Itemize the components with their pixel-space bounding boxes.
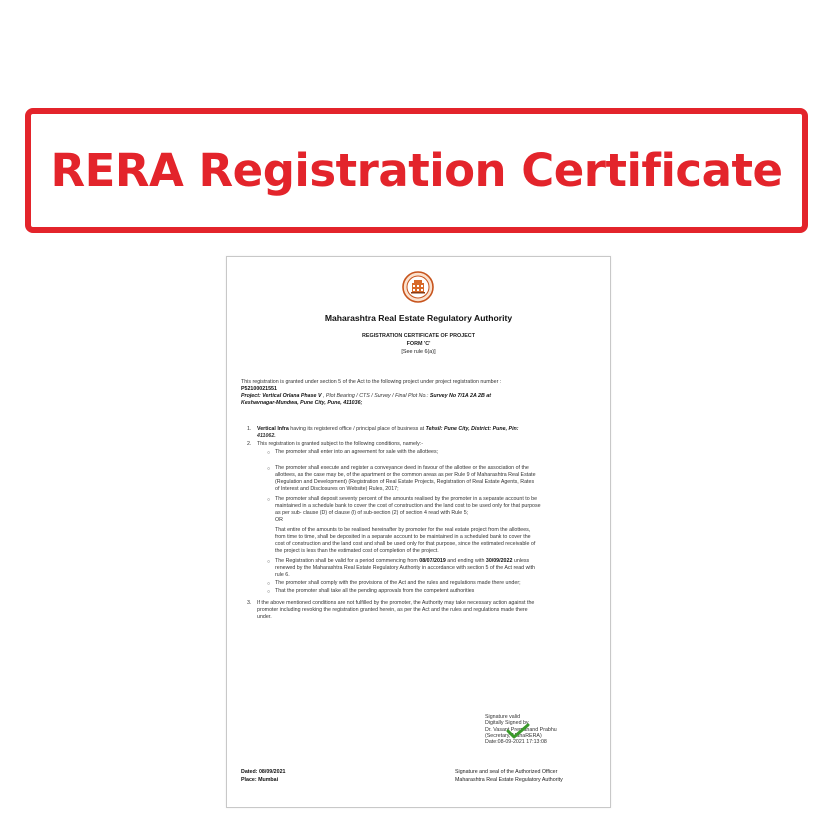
condition-3-line: maintained in a schedule bank to cover the cost of construction and the land cost to be used only for that purpose	[275, 503, 541, 509]
item-3-line: under.	[257, 614, 272, 620]
signature-line: Dr. Vasant Premanand Prabhu	[485, 726, 557, 733]
condition-2-line: (Regulation and Development) (Registration of Real Estate Projects, Registration of Real Estate Agents, Rates	[275, 479, 535, 485]
promoter-text: having its registered office / principal place of business at	[290, 426, 425, 432]
title-banner	[25, 108, 808, 233]
footer-signature	[455, 768, 563, 784]
certificate-heading: REGISTRATION CERTIFICATE OF PROJECT	[361, 333, 475, 339]
item-number: 2.	[247, 441, 252, 447]
condition-2-line: of Interest and Disclosures on Website) Rules, 2017;	[275, 486, 399, 492]
bullet-icon: ○	[267, 497, 271, 503]
signature-line: Signature valid	[485, 714, 521, 720]
maharera-seal-icon	[402, 271, 434, 303]
condition-2-line: allottees, as the case may be, of the apartment or the common areas as per Rule 9 of Maharashtra Real Estate	[275, 472, 536, 478]
promoter-pin: 411062.	[257, 433, 276, 439]
condition-2-line: The promoter shall execute and register a conveyance deed in favour of the allottee or the association of the	[275, 465, 529, 471]
signature-seal-label: Signature and seal of the Authorized Officer	[455, 769, 558, 775]
condition-3-or: OR	[275, 517, 283, 523]
item-number: 3.	[247, 600, 252, 606]
condition-3-line: as per sub- clause (D) of clause (l) of sub-section (2) of section 4 read with Rule 5;	[275, 510, 469, 516]
registration-number: P52100021551	[241, 386, 277, 392]
form-label: FORM 'C'	[406, 341, 431, 347]
item-number: 1.	[247, 426, 252, 432]
dated: Dated: 08/09/2021	[241, 769, 286, 775]
condition-4-line: rule 6.	[275, 572, 290, 578]
conditions-intro: This registration is granted subject to the following conditions, namely:-	[257, 441, 424, 447]
item-promoter	[257, 426, 519, 433]
validity-text: The Registration shall be valid for a period commencing from	[275, 558, 418, 564]
validity-to: 30/09/2022	[485, 558, 513, 564]
condition-4-line: renewed by the Maharashtra Real Estate Regulatory Authority in accordance with section 5 of the Act read with	[275, 565, 535, 571]
project-label: Project:	[241, 393, 261, 399]
project-plot-label: , Plot Bearing / CTS / Survey / Final Plot No.:	[322, 393, 429, 399]
validity-from: 08/07/2019	[419, 558, 446, 564]
rule-reference: [See rule 6(a)]	[401, 349, 436, 355]
item-3-line: If the above mentioned conditions are not fulfilled by the promoter, the Authority may take necessary action against the	[257, 600, 535, 606]
item-3-line: promoter including revoking the registration granted herein, as per the Act and the rules and regulations made there	[257, 607, 528, 613]
signature-authority: Maharashtra Real Estate Regulatory Authority	[455, 777, 563, 783]
project-address: Keshavnagar-Mundwa, Pune City, Pune, 411036;	[241, 400, 363, 406]
green-checkmark-icon	[505, 723, 531, 739]
signature-line: Date:08-09-2021 17:13:08	[485, 739, 547, 746]
intro-text: This registration is granted under section 5 of the Act to the following project under project registration number :	[241, 379, 502, 385]
certificate-document	[226, 256, 611, 808]
condition-3-line: the project is less than the estimated cost of completion of the project.	[275, 548, 439, 554]
signature-line: Digitally Signed by	[485, 720, 529, 727]
promoter-name: Vertical Infra	[257, 426, 289, 432]
condition-6: That the promoter shall take all the pending approvals from the competent authorities	[275, 588, 475, 594]
condition-3-line: That entire of the amounts to be realised hereinafter by promoter for the real estate project from the allottees,	[275, 527, 531, 533]
signature-line: (Secretary, MahaRERA)	[485, 732, 542, 739]
bullet-icon: ○	[267, 581, 271, 587]
condition-1: The promoter shall enter into an agreement for sale with the allottees;	[275, 449, 439, 455]
bullet-icon: ○	[267, 466, 271, 472]
condition-3-line: The promoter shall deposit seventy percent of the amounts realised by the promoter in a separate account to be	[275, 496, 538, 502]
validity-text: and ending with	[447, 558, 485, 564]
condition-3-line: from time to time, shall be deposited in a separate account to be maintained in a scheduled bank to cover the	[275, 534, 531, 540]
bullet-icon: ○	[267, 450, 271, 456]
banner-title: RERA Registration Certificate	[50, 144, 783, 197]
authority-name: Maharashtra Real Estate Regulatory Authority	[324, 313, 513, 323]
condition-3-line: cost of construction and the land cost and shall be used only for that purpose, since the estimated receivable of	[275, 541, 536, 547]
bullet-icon: ○	[267, 559, 271, 565]
validity-text: unless	[513, 558, 530, 564]
condition-5: The promoter shall comply with the provisions of the Act and the rules and regulations made there under;	[275, 580, 521, 586]
place: Place: Mumbai	[241, 777, 279, 783]
bullet-icon: ○	[267, 589, 271, 595]
footer-dated-place	[241, 768, 285, 784]
promoter-address: Tehsil: Pune City, District: Pune, Pin:	[425, 426, 519, 432]
project-name: Vertical Orlana Phase V	[262, 393, 322, 399]
project-plot: Survey No 7/1A 2A 2B at	[429, 393, 491, 399]
